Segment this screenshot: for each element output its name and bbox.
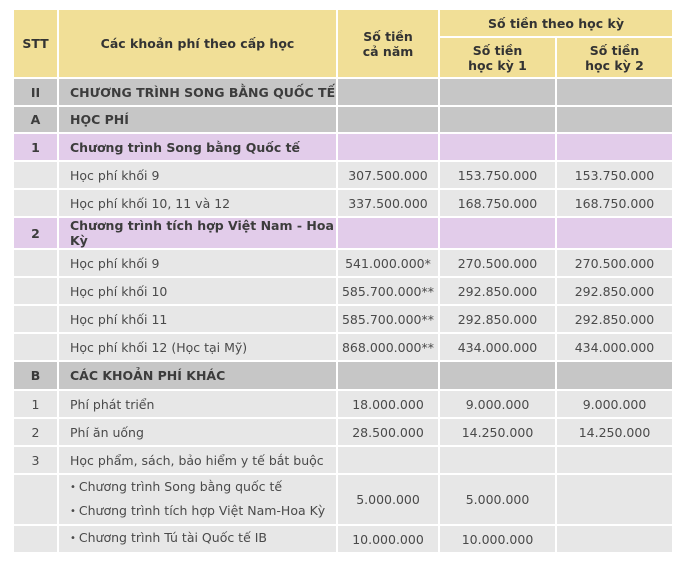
table-row-bullets bbox=[14, 475, 672, 524]
header-semester-group: Số tiền theo học kỳ bbox=[440, 10, 672, 36]
cell-sem2 bbox=[557, 79, 672, 105]
table-row bbox=[14, 190, 672, 216]
cell-sem1 bbox=[440, 362, 555, 389]
cell-label: Phí ăn uống bbox=[70, 424, 144, 440]
cell-stt: 1 bbox=[31, 139, 40, 155]
table-row-section bbox=[14, 362, 672, 389]
cell-label: Chương trình tích hợp Việt Nam - Hoa Kỳ bbox=[70, 218, 334, 248]
cell-stt bbox=[14, 526, 57, 552]
cell-annual bbox=[338, 447, 438, 473]
header-sem2-line1: Số tiền bbox=[589, 42, 640, 58]
cell-annual bbox=[338, 218, 438, 248]
cell-stt bbox=[14, 250, 57, 276]
cell-stt bbox=[14, 190, 57, 216]
cell-bullets bbox=[59, 475, 336, 524]
table-row bbox=[14, 306, 672, 332]
cell-label: Học phí khối 10 bbox=[70, 283, 168, 299]
cell-annual: 585.700.000** bbox=[341, 311, 435, 327]
cell-stt: B bbox=[30, 368, 41, 383]
cell-sem2: 434.000.000 bbox=[574, 339, 655, 355]
table-row bbox=[14, 334, 672, 360]
cell-sem2: 270.500.000 bbox=[574, 255, 655, 271]
cell-sem1 bbox=[440, 218, 555, 248]
cell-label: CÁC KHOẢN PHÍ KHÁC bbox=[70, 368, 226, 383]
table-row-section bbox=[14, 107, 672, 132]
cell-stt bbox=[14, 162, 57, 188]
cell-stt bbox=[14, 334, 57, 360]
cell-label: Học phí khối 9 bbox=[70, 167, 160, 183]
header-annual-line1: Số tiền bbox=[363, 28, 413, 44]
cell-label: Học phí khối 12 (Học tại Mỹ) bbox=[70, 339, 248, 355]
cell-label: Phí phát triển bbox=[70, 396, 155, 412]
header-sem2 bbox=[557, 38, 672, 77]
cell-sem1: 292.850.000 bbox=[457, 283, 538, 299]
cell-sem1: 9.000.000 bbox=[465, 396, 530, 412]
cell-stt: 2 bbox=[31, 225, 40, 241]
cell-label: Học phí khối 9 bbox=[70, 255, 160, 271]
table-row-section bbox=[14, 79, 672, 105]
cell-sem2 bbox=[557, 475, 672, 524]
cell-sem2: 292.850.000 bbox=[574, 311, 655, 327]
cell-stt bbox=[14, 475, 57, 524]
bullet-item: • Chương trình Song bằng quốc tế bbox=[70, 476, 336, 500]
cell-sem1 bbox=[440, 134, 555, 160]
cell-annual: 541.000.000* bbox=[345, 255, 431, 271]
cell-sem2: 292.850.000 bbox=[574, 283, 655, 299]
cell-annual: 18.000.000 bbox=[352, 396, 424, 412]
cell-sem2: 14.250.000 bbox=[578, 424, 651, 440]
cell-stt: 1 bbox=[31, 396, 40, 412]
cell-annual: 868.000.000** bbox=[341, 339, 435, 355]
table-row-subsection bbox=[14, 134, 672, 160]
cell-annual: 307.500.000 bbox=[348, 167, 428, 183]
header-sem1-line1: Số tiền bbox=[472, 42, 523, 58]
cell-sem1 bbox=[440, 447, 555, 473]
cell-stt: A bbox=[30, 112, 41, 127]
header-annual-line2: cả năm bbox=[362, 43, 414, 59]
cell-annual bbox=[338, 107, 438, 132]
cell-annual bbox=[338, 362, 438, 389]
cell-annual: 10.000.000 bbox=[352, 531, 424, 547]
cell-label: HỌC PHÍ bbox=[70, 112, 129, 127]
bullet-item: • Chương trình tích hợp Việt Nam-Hoa Kỳ bbox=[70, 500, 336, 524]
table-row-subsection bbox=[14, 218, 672, 248]
table-row bbox=[14, 278, 672, 304]
cell-stt bbox=[14, 306, 57, 332]
cell-sem1: 434.000.000 bbox=[457, 339, 538, 355]
cell-label: Chương trình Song bằng Quốc tế bbox=[70, 139, 301, 155]
cell-label: CHƯƠNG TRÌNH SONG BẰNG QUỐC TẾ bbox=[70, 84, 336, 100]
cell-sem1: 10.000.000 bbox=[461, 531, 534, 547]
cell-label: Học phí khối 11 bbox=[70, 311, 168, 327]
cell-annual bbox=[338, 134, 438, 160]
cell-label: Học phẩm, sách, bảo hiểm y tế bắt buộc bbox=[70, 452, 324, 468]
cell-sem1 bbox=[440, 107, 555, 132]
cell-sem2 bbox=[557, 526, 672, 552]
cell-sem1 bbox=[440, 79, 555, 105]
cell-stt bbox=[14, 278, 57, 304]
table-row bbox=[14, 250, 672, 276]
cell-sem2 bbox=[557, 107, 672, 132]
cell-sem1: 270.500.000 bbox=[457, 255, 538, 271]
fee-table bbox=[12, 8, 674, 554]
header-annual bbox=[338, 10, 438, 77]
header-sem1 bbox=[440, 38, 555, 77]
cell-bullets bbox=[59, 526, 336, 552]
cell-label: Học phí khối 10, 11 và 12 bbox=[70, 195, 231, 211]
table-row bbox=[14, 391, 672, 417]
cell-stt: II bbox=[30, 84, 41, 100]
cell-sem1: 168.750.000 bbox=[457, 195, 538, 211]
cell-sem2: 153.750.000 bbox=[574, 167, 655, 183]
cell-annual: 337.500.000 bbox=[348, 195, 428, 211]
cell-sem1: 292.850.000 bbox=[457, 311, 538, 327]
cell-sem2: 9.000.000 bbox=[582, 396, 647, 412]
cell-sem1: 14.250.000 bbox=[461, 424, 534, 440]
table-row bbox=[14, 419, 672, 445]
table-row-bullets bbox=[14, 526, 672, 552]
cell-sem1: 5.000.000 bbox=[465, 492, 530, 507]
table-row bbox=[14, 447, 672, 473]
cell-sem2 bbox=[557, 134, 672, 160]
cell-sem2 bbox=[557, 447, 672, 473]
cell-sem2: 168.750.000 bbox=[574, 195, 655, 211]
cell-annual: 585.700.000** bbox=[341, 283, 435, 299]
header-sem1-line2: học kỳ 1 bbox=[468, 57, 527, 73]
cell-sem2 bbox=[557, 218, 672, 248]
table-row bbox=[14, 162, 672, 188]
cell-sem2 bbox=[557, 362, 672, 389]
header-description: Các khoản phí theo cấp học bbox=[59, 10, 336, 77]
cell-annual: 28.500.000 bbox=[352, 424, 424, 440]
cell-sem1: 153.750.000 bbox=[457, 167, 538, 183]
bullet-item: • Chương trình Tú tài Quốc tế IB bbox=[70, 527, 336, 551]
header-sem2-line2: học kỳ 2 bbox=[585, 57, 644, 73]
header-stt: STT bbox=[14, 10, 57, 77]
cell-annual: 5.000.000 bbox=[356, 492, 420, 507]
cell-annual bbox=[338, 79, 438, 105]
cell-stt: 2 bbox=[31, 424, 40, 440]
cell-stt: 3 bbox=[31, 452, 40, 468]
